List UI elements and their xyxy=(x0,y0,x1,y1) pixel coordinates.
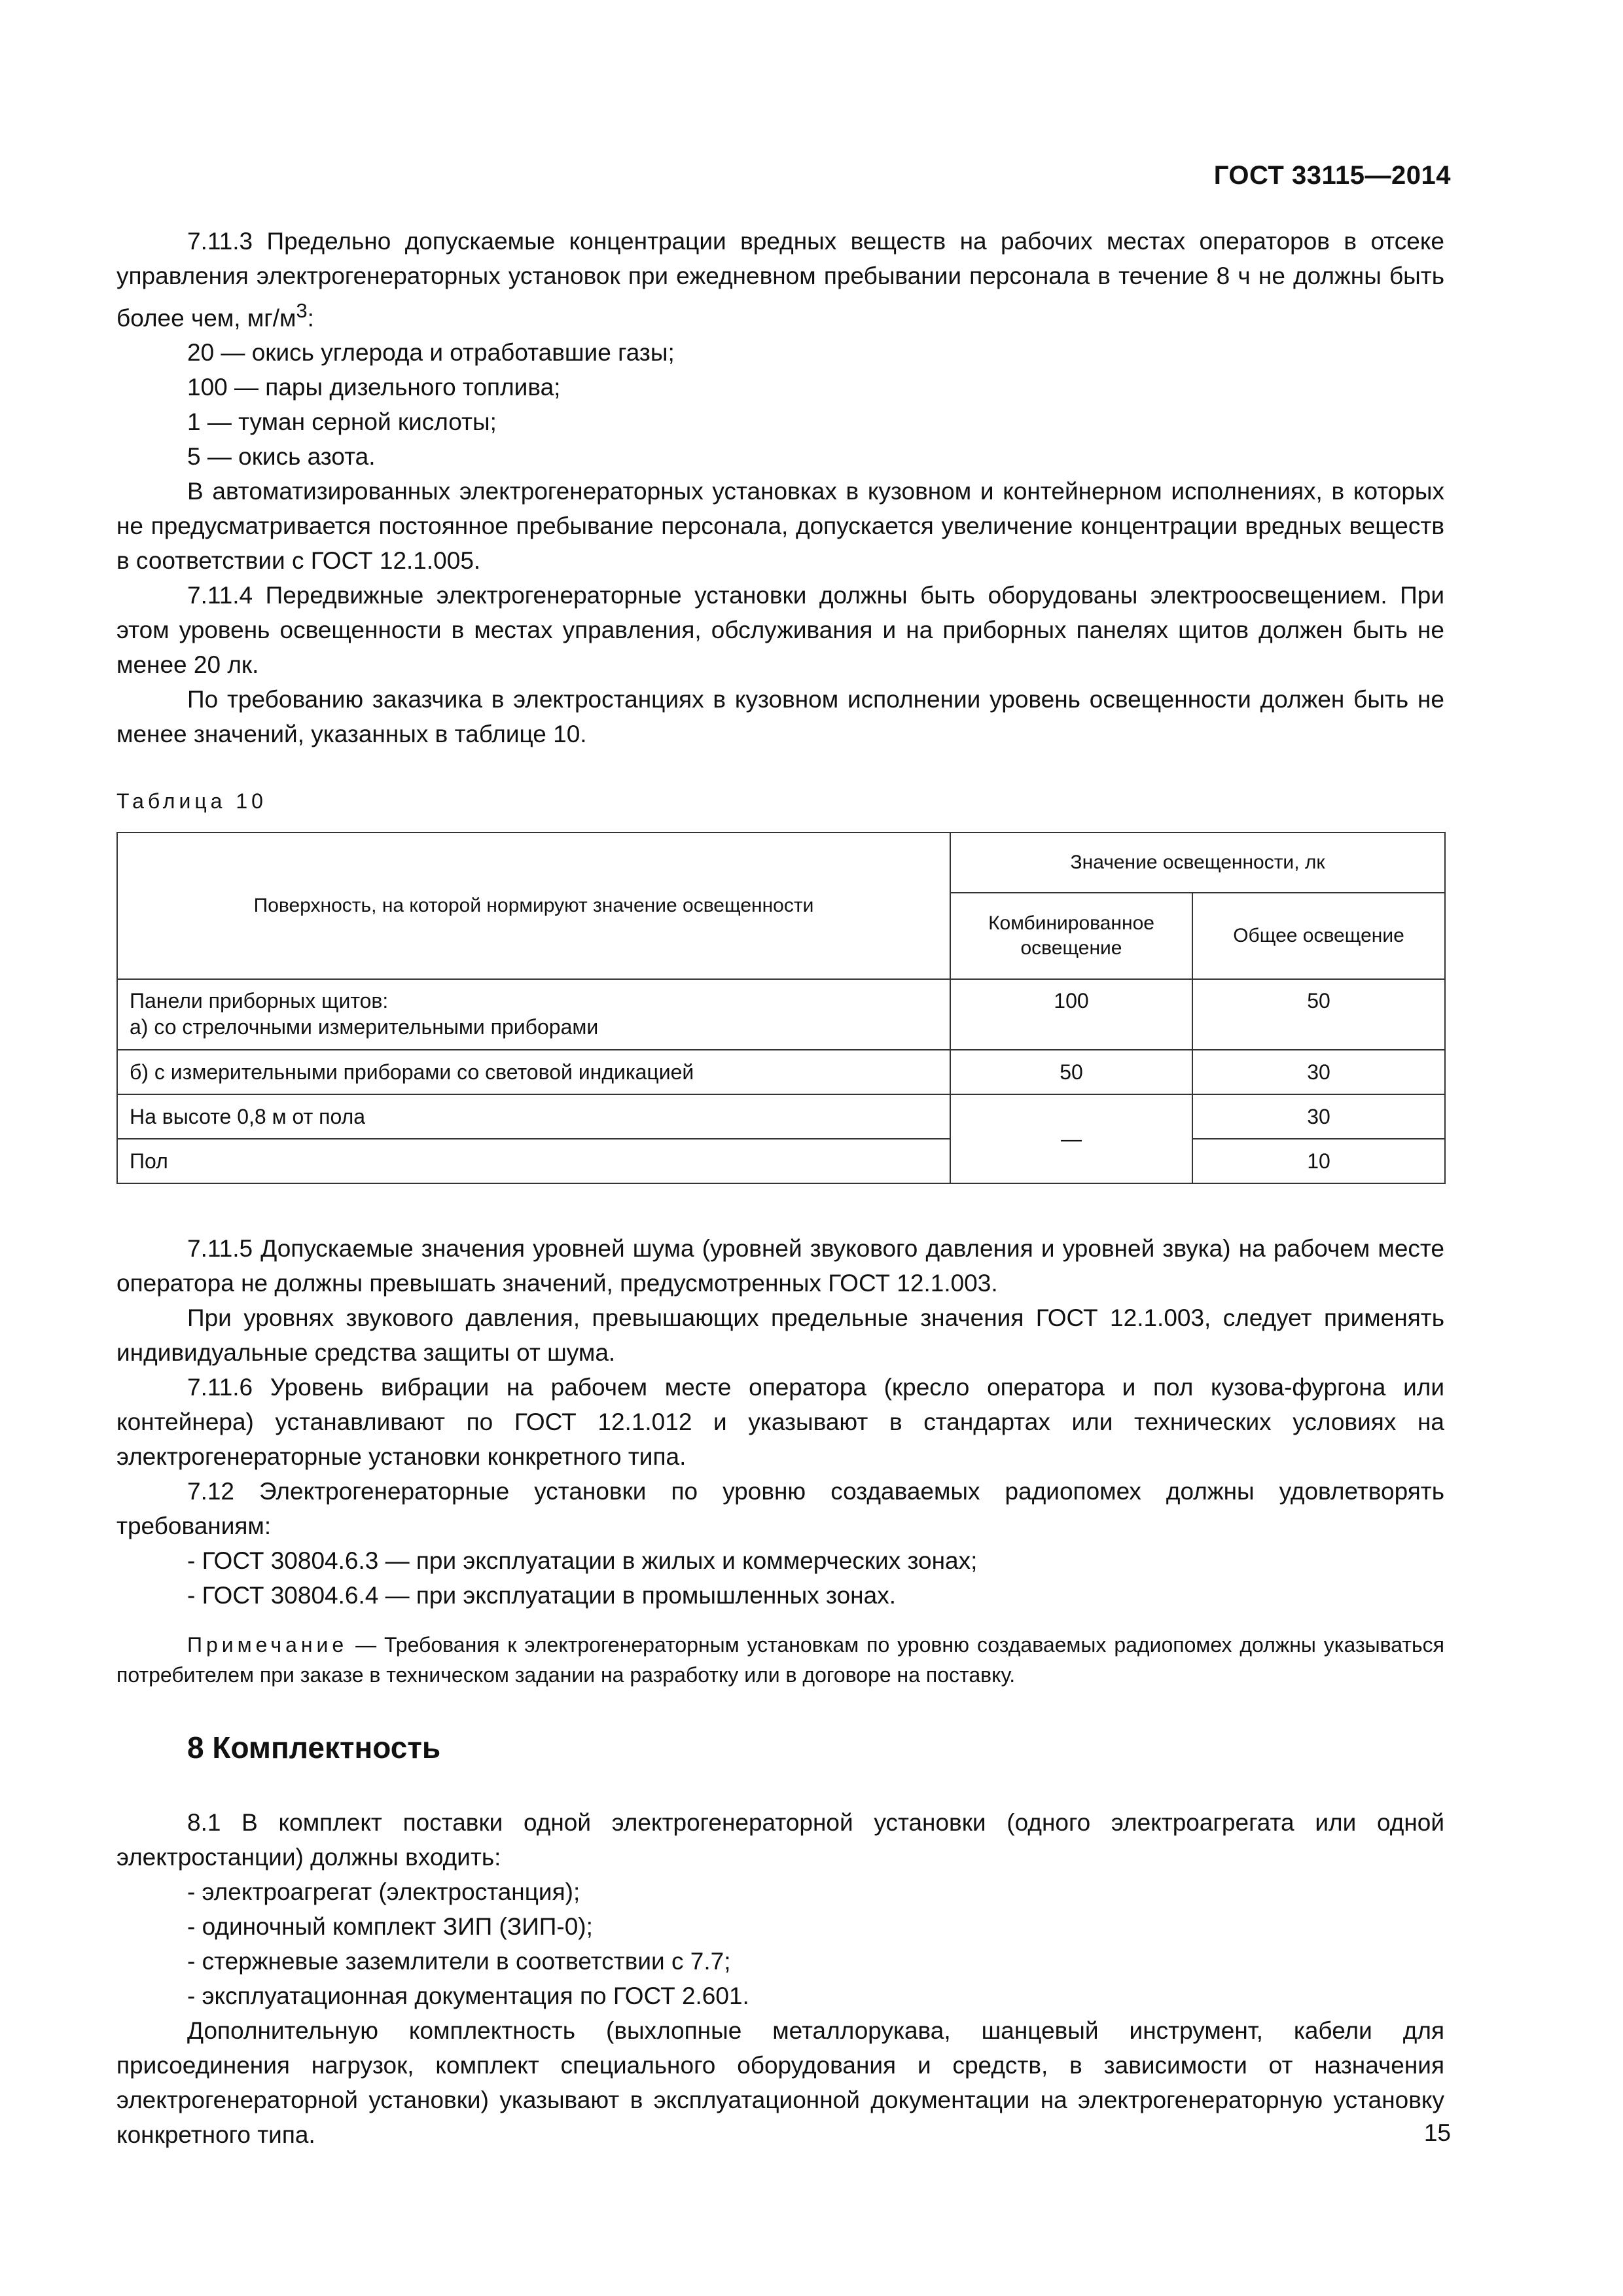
table-row xyxy=(117,1139,1445,1183)
paragraph-7-11-3: 7.11.3 Предельно допускаемые концентрации вредных веществ на рабочих местах операторов в отсеке управления электрогенераторных установок при ежедневном пребывании персонала в течение 8 ч не должны быть более чем, $мг/м^3$: xyxy=(116,228,1444,332)
paragraph-7-12: 7.12 Электрогенераторные установки по уровню создаваемых радиопомех должны удовлетворять требованиям: xyxy=(116,1478,1444,1540)
cell-general: 10 xyxy=(1192,1139,1445,1183)
list-item: - эксплуатационная документация по ГОСТ 2.601. xyxy=(187,1982,749,2010)
paragraph-7-11-6: 7.11.6 Уровень вибрации на рабочем месте оператора (кресло оператора и пол кузова-фургона или контейнера) устанавливают по ГОСТ 12.1.012 и указывают в стандартах или технических условиях на электрогенераторные установки конкретного типа. xyxy=(116,1374,1444,1471)
cell-general: 30 xyxy=(1192,1094,1445,1139)
list-item: - ГОСТ 30804.6.3 — при эксплуатации в жилых и коммерческих зонах; xyxy=(187,1547,978,1575)
list-item: - ГОСТ 30804.6.4 — при эксплуатации в промышленных зонах. xyxy=(187,1582,896,1609)
table-row xyxy=(117,1050,1445,1094)
table-row xyxy=(117,979,1445,1050)
list-item: 100 — пары дизельного топлива; xyxy=(187,374,561,401)
list-item: - стержневые заземлители в соответствии с 7.7; xyxy=(187,1948,731,1975)
paragraph-7-11-4: 7.11.4 Передвижные электрогенераторные установки должны быть оборудованы электроосвещением. При этом уровень освещенности в местах управления, обслуживания и на приборных панелях щитов должен быть не менее 20 лк. xyxy=(116,582,1444,679)
paragraph-automated: В автоматизированных электрогенераторных установках в кузовном и контейнерном исполнениях, в которых не предусматривается постоянное пребывание персонала, допускается увеличение концентрации вредных веществ в соответствии с ГОСТ 12.1.005. xyxy=(116,478,1444,575)
list-item: 1 — туман серной кислоты; xyxy=(187,408,497,436)
note-label: Примечание xyxy=(187,1633,348,1657)
paragraph-additional-equipment: Дополнительную комплектность (выхлопные металлорукава, шанцевый инструмент, кабели для присоединения нагрузок, комплект специального оборудования и средств, в зависимости от назначения электрогенераторной установки) указывают в эксплуатационной документации на электрогенераторную установку конкретного типа. xyxy=(116,2017,1444,2149)
paragraph-customer-request: По требованию заказчика в электростанциях в кузовном исполнении уровень освещенности должен быть не менее значений, указанных в таблице 10. xyxy=(116,686,1444,748)
table-row xyxy=(117,1094,1445,1139)
cell-dash: — xyxy=(950,1094,1192,1183)
list-item: 5 — окись азота. xyxy=(187,443,376,471)
note-text: — Требования к электрогенераторным установкам по уровню создаваемых радиопомех должны указываться потребителем при заказе в техническом задании на разработку или в договоре на поставку. xyxy=(116,1633,1444,1687)
list-item: - электроагрегат (электростанция); xyxy=(187,1878,580,1906)
document-id: ГОСТ 33115—2014 xyxy=(1213,161,1451,190)
page-number: 15 xyxy=(1423,2119,1451,2146)
page-content xyxy=(116,224,1444,2152)
illumination-table xyxy=(116,832,1446,1184)
cell-combined: 50 xyxy=(950,1050,1192,1094)
paragraph-noise-protection: При уровнях звукового давления, превышающих предельные значения ГОСТ 12.1.003, следует применять индивидуальные средства защиты от шума. xyxy=(116,1304,1444,1367)
cell-general: 50 xyxy=(1192,979,1445,1050)
list-item: 20 — окись углерода и отработавшие газы; xyxy=(187,339,675,367)
header-surface: Поверхность, на которой нормируют значение освещенности xyxy=(117,833,950,979)
paragraph-8-1: 8.1 В комплект поставки одной электрогенераторной установки (одного электроагрегата или одной электростанции) должны входить: xyxy=(116,1809,1444,1871)
header-general: Общее освещение xyxy=(1192,893,1445,979)
header-combined: Комбинированное освещение xyxy=(950,893,1192,979)
cell-combined: 100 xyxy=(950,979,1192,1050)
cell-general: 30 xyxy=(1192,1050,1445,1094)
section-heading: 8 Комплектность xyxy=(187,1731,441,1765)
row-label: Пол xyxy=(117,1139,950,1183)
list-item: - одиночный комплект ЗИП (ЗИП-0); xyxy=(187,1913,593,1941)
note xyxy=(116,1630,1444,1690)
paragraph-7-11-5: 7.11.5 Допускаемые значения уровней шума (уровней звукового давления и уровней звука) на рабочем месте оператора не должны превышать значений, предусмотренных ГОСТ 12.1.003. xyxy=(116,1235,1444,1297)
unit-superscript: 3 xyxy=(296,299,308,322)
header-illumination-value: Значение освещенности, лк xyxy=(950,833,1445,893)
row-label: На высоте 0,8 м от пола xyxy=(117,1094,950,1139)
row-label: б) с измерительными приборами со световой индикацией xyxy=(117,1050,950,1094)
table-header-row xyxy=(117,833,1445,893)
row-label: Панели приборных щитов: а) со стрелочными измерительными приборами xyxy=(117,979,950,1050)
table-caption: Таблица 10 xyxy=(116,789,267,814)
